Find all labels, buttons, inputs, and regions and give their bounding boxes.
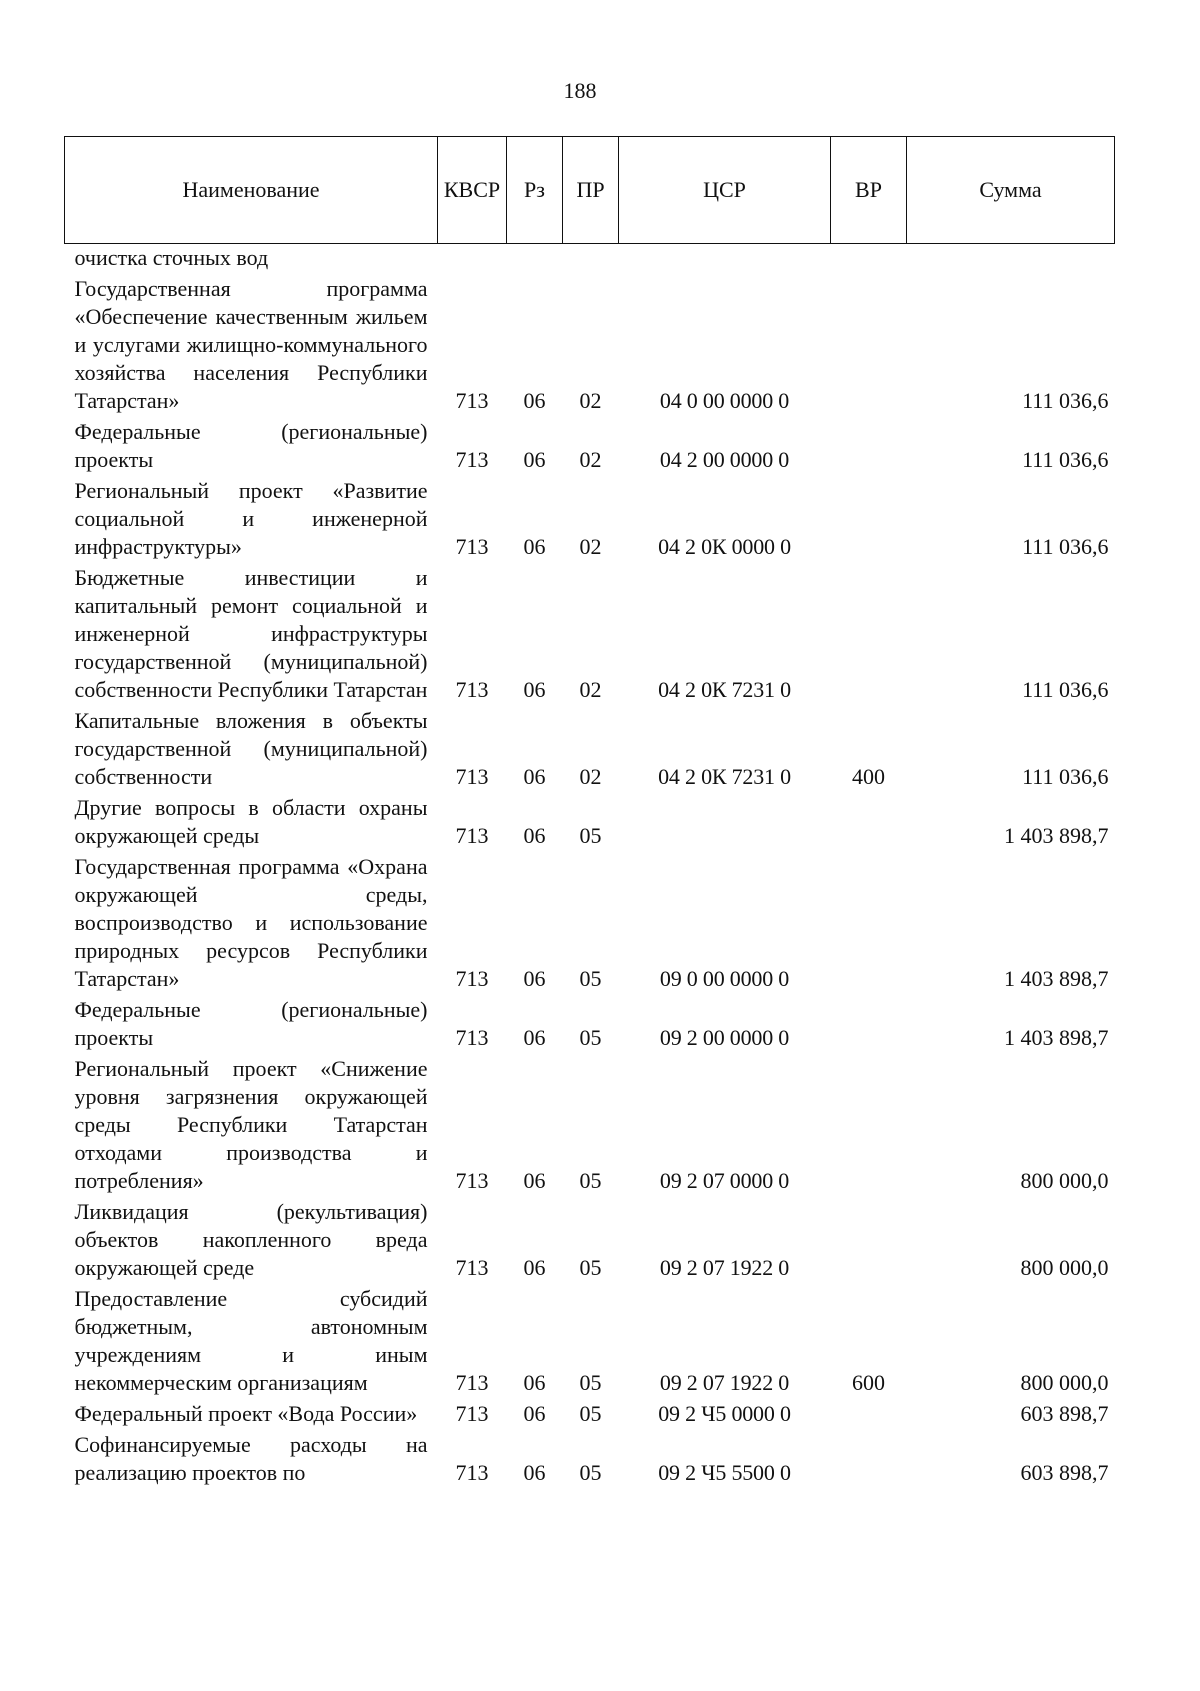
row-name: Капитальные вложения в объекты государственной (муниципальной) собственности [74,708,428,789]
row-csr [619,794,831,850]
row-sum: 1 403 898,7 [1004,823,1109,848]
row-sum: 800 000,0 [1020,1370,1109,1395]
row-pr: 05 [579,1255,602,1280]
row-vr [831,418,907,474]
table-row [65,1400,1115,1428]
row-rz: 06 [523,1255,546,1280]
table-row [65,794,1115,850]
row-vr [831,1431,907,1487]
table-row [65,707,1115,791]
row-pr: 02 [579,534,602,559]
row-pr: 05 [579,1025,602,1050]
row-kvsr: 713 [455,1370,489,1395]
row-kvsr: 713 [455,1460,489,1485]
row-name: очистка сточных вод [74,245,269,270]
row-vr: 400 [852,764,885,789]
row-sum: 111 036,6 [1022,388,1109,413]
header-sum: Сумма [907,137,1115,244]
row-sum: 111 036,6 [1022,764,1109,789]
row-pr: 05 [579,966,602,991]
row-name: Региональный проект «Развитие социальной и инженерной инфраструктуры» [74,478,428,559]
row-pr: 02 [579,388,602,413]
row-sum: 800 000,0 [1020,1168,1109,1193]
row-vr [831,1055,907,1195]
row-rz: 06 [523,966,546,991]
table-row [65,418,1115,474]
row-name: Софинансируемые расходы на реализацию проектов по [74,1432,428,1485]
row-vr: 600 [852,1370,885,1395]
row-csr: 04 2 0К 7231 0 [658,764,791,789]
row-sum [907,244,1115,273]
row-csr [619,244,831,273]
row-name: Предоставление субсидий бюджетным, автономным учреждениям и иным некоммерческим организациям [74,1286,428,1395]
row-sum: 603 898,7 [1020,1401,1109,1426]
page-number: 188 [563,78,597,103]
row-rz: 06 [523,447,546,472]
row-sum: 1 403 898,7 [1004,1025,1109,1050]
row-vr [831,477,907,561]
table-row [65,275,1115,415]
row-kvsr: 713 [455,823,489,848]
row-name: Федеральные (региональные) проекты [74,997,428,1050]
row-name: Федеральный проект «Вода России» [74,1401,418,1426]
row-rz: 06 [523,534,546,559]
budget-table [64,136,1115,1487]
row-kvsr: 713 [455,677,489,702]
row-csr: 04 2 0К 0000 0 [658,534,791,559]
row-rz: 06 [523,1370,546,1395]
row-kvsr: 713 [455,447,489,472]
row-sum: 800 000,0 [1020,1255,1109,1280]
row-kvsr: 713 [455,388,489,413]
row-csr: 04 0 00 0000 0 [659,388,790,413]
row-vr [831,275,907,415]
row-name: Другие вопросы в области охраны окружающей среды [74,795,428,848]
row-pr: 05 [579,1370,602,1395]
table-row [65,244,1115,273]
row-sum: 111 036,6 [1022,534,1109,559]
row-rz: 06 [523,1168,546,1193]
table-row [65,1431,1115,1487]
row-sum: 111 036,6 [1022,447,1109,472]
header-kvsr: КВСР [438,137,507,244]
table-row [65,1285,1115,1397]
row-csr: 09 0 00 0000 0 [659,966,790,991]
row-kvsr [438,244,507,273]
row-name: Федеральные (региональные) проекты [74,419,428,472]
table-body [65,244,1115,1488]
table-row [65,1055,1115,1195]
row-vr [831,996,907,1052]
header-vr: ВР [831,137,907,244]
row-name: Государственная программа «Охрана окружающей среды, воспроизводство и использование природных ресурсов Республики Татарстан» [74,854,428,991]
row-rz: 06 [523,1025,546,1050]
row-pr: 05 [579,1460,602,1485]
header-name: Наименование [65,137,438,244]
row-kvsr: 713 [455,1168,489,1193]
row-name: Государственная программа «Обеспечение качественным жильем и услугами жилищно-коммунального хозяйства населения Республики Татарстан» [74,276,428,413]
row-sum: 111 036,6 [1022,677,1109,702]
row-vr [831,1198,907,1282]
row-pr: 05 [579,823,602,848]
table-row [65,564,1115,704]
header-pr: ПР [563,137,619,244]
row-pr: 02 [579,677,602,702]
row-sum: 603 898,7 [1020,1460,1109,1485]
row-kvsr: 713 [455,534,489,559]
row-vr [831,244,907,273]
row-kvsr: 713 [455,966,489,991]
row-sum: 1 403 898,7 [1004,966,1109,991]
row-csr: 09 2 Ч5 5500 0 [658,1460,791,1485]
row-rz: 06 [523,823,546,848]
row-kvsr: 713 [455,1025,489,1050]
row-rz: 06 [523,388,546,413]
table-row [65,477,1115,561]
row-vr [831,853,907,993]
row-kvsr: 713 [455,764,489,789]
row-csr: 09 2 07 1922 0 [659,1370,790,1395]
row-rz: 06 [523,1401,546,1426]
row-pr: 02 [579,447,602,472]
table-row [65,1198,1115,1282]
row-csr: 09 2 Ч5 0000 0 [658,1401,791,1426]
row-vr [831,564,907,704]
row-csr: 09 2 07 1922 0 [659,1255,790,1280]
table-row [65,853,1115,993]
row-kvsr: 713 [455,1255,489,1280]
row-rz: 06 [523,764,546,789]
row-rz: 06 [523,1460,546,1485]
row-pr: 05 [579,1401,602,1426]
header-csr: ЦСР [619,137,831,244]
row-name: Ликвидация (рекультивация) объектов накопленного вреда окружающей среде [74,1199,428,1280]
row-csr: 04 2 0К 7231 0 [658,677,791,702]
row-rz [507,244,563,273]
row-name: Региональный проект «Снижение уровня загрязнения окружающей среды Республики Татарстан отходами производства и потребления» [74,1056,428,1193]
row-csr: 09 2 07 0000 0 [659,1168,790,1193]
header-rz: Рз [507,137,563,244]
row-csr: 09 2 00 0000 0 [659,1025,790,1050]
row-name: Бюджетные инвестиции и капитальный ремонт социальной и инженерной инфраструктуры государственной (муниципальной) собственности Республики Татарстан [74,565,428,702]
row-rz: 06 [523,677,546,702]
row-pr: 02 [579,764,602,789]
row-pr [563,244,619,273]
row-csr: 04 2 00 0000 0 [659,447,790,472]
row-kvsr: 713 [455,1401,489,1426]
row-vr [831,794,907,850]
row-vr [831,1400,907,1428]
table-header-row [65,137,1115,244]
table-row [65,996,1115,1052]
row-pr: 05 [579,1168,602,1193]
